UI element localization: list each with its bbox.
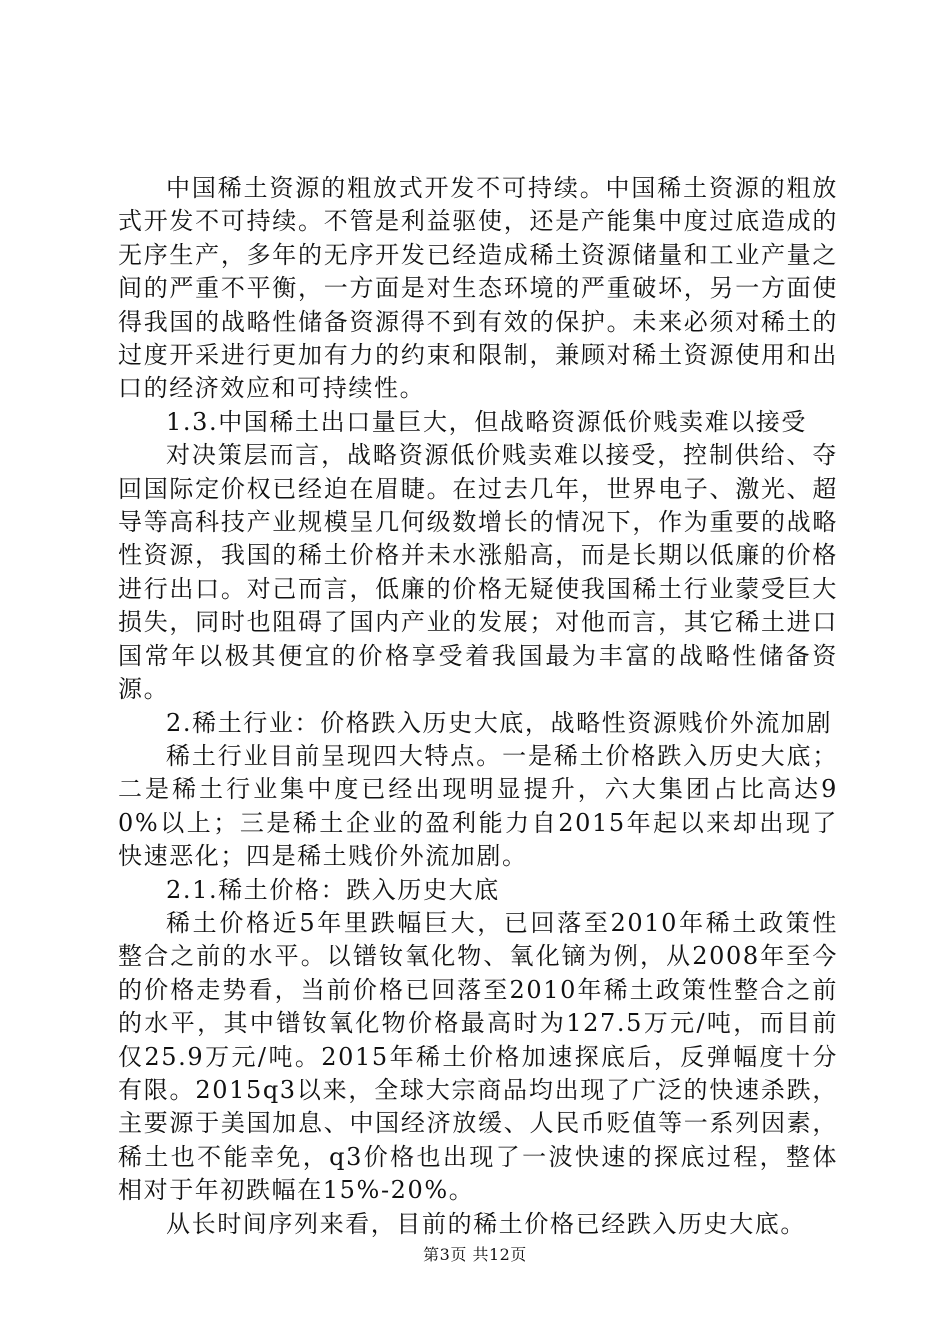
section-heading-2-1: 2.1.稀土价格：跌入历史大底: [166, 875, 500, 904]
paragraph-resource-development: 中国稀土资源的粗放式开发不可持续。中国稀土资源的粗放式开发不可持续。不管是利益驱使，还是产能集中度过底造成的无序生产，多年的无序开发已经造成稀土资源储量和工业产量之间的严重不平衡，一方面是对生态环境的严重破坏，另一方面使得我国的战略性储备资源得不到有效的保护。未来必须对稀土的过度开采进行更加有力的约束和限制，兼顾对稀土资源使用和出口的经济效应和可持续性。: [118, 174, 838, 403]
document-body: [118, 172, 838, 1241]
page-footer: 第3页 共12页: [423, 1245, 527, 1264]
paragraph-price-decline: 稀土价格近5年里跌幅巨大，已回落至2010年稀土政策性整合之前的水平。以镨钕氧化物、氧化镝为例，从2008年至今的价格走势看，当前价格已回落至2010年稀土政策性整合之前的水平，其中镨钕氧化物价格最高时为127.5万元/吨，而目前仅25.9万元/吨。2015年稀土价格加速探底后，反弹幅度十分有限。2015q3以来，全球大宗商品均出现了广泛的快速杀跌，主要源于美国加息、中国经济放缓、人民币贬值等一系列因素，稀土也不能幸免，q3价格也出现了一波快速的探底过程，整体相对于年初跌幅在15%-20%。: [118, 908, 838, 1205]
section-heading-2: 2.稀土行业：价格跌入历史大底，战略性资源贱价外流加剧: [166, 708, 833, 737]
paragraph-strategic-resources: 对决策层而言，战略资源低价贱卖难以接受，控制供给、夺回国际定价权已经迫在眉睫。在过去几年，世界电子、激光、超导等高科技产业规模呈几何级数增长的情况下，作为重要的战略性资源，我国的稀土价格并未水涨船高，而是长期以低廉的价格进行出口。对己而言，低廉的价格无疑使我国稀土行业蒙受巨大损失，同时也阻碍了国内产业的发展；对他而言，其它稀土进口国常年以极其便宜的价格享受着我国最为丰富的战略性储备资源。: [118, 441, 838, 704]
paragraph-industry-features: 稀土行业目前呈现四大特点。一是稀土价格跌入历史大底；二是稀土行业集中度已经出现明显提升，六大集团占比高达90%以上；三是稀土企业的盈利能力自2015年起以来却出现了快速恶化；四是稀土贱价外流加剧。: [118, 741, 838, 871]
paragraph-long-term-view: 从长时间序列来看，目前的稀土价格已经跌入历史大底。: [166, 1209, 806, 1238]
section-heading-1-3: 1.3.中国稀土出口量巨大，但战略资源低价贱卖难以接受: [166, 407, 807, 436]
